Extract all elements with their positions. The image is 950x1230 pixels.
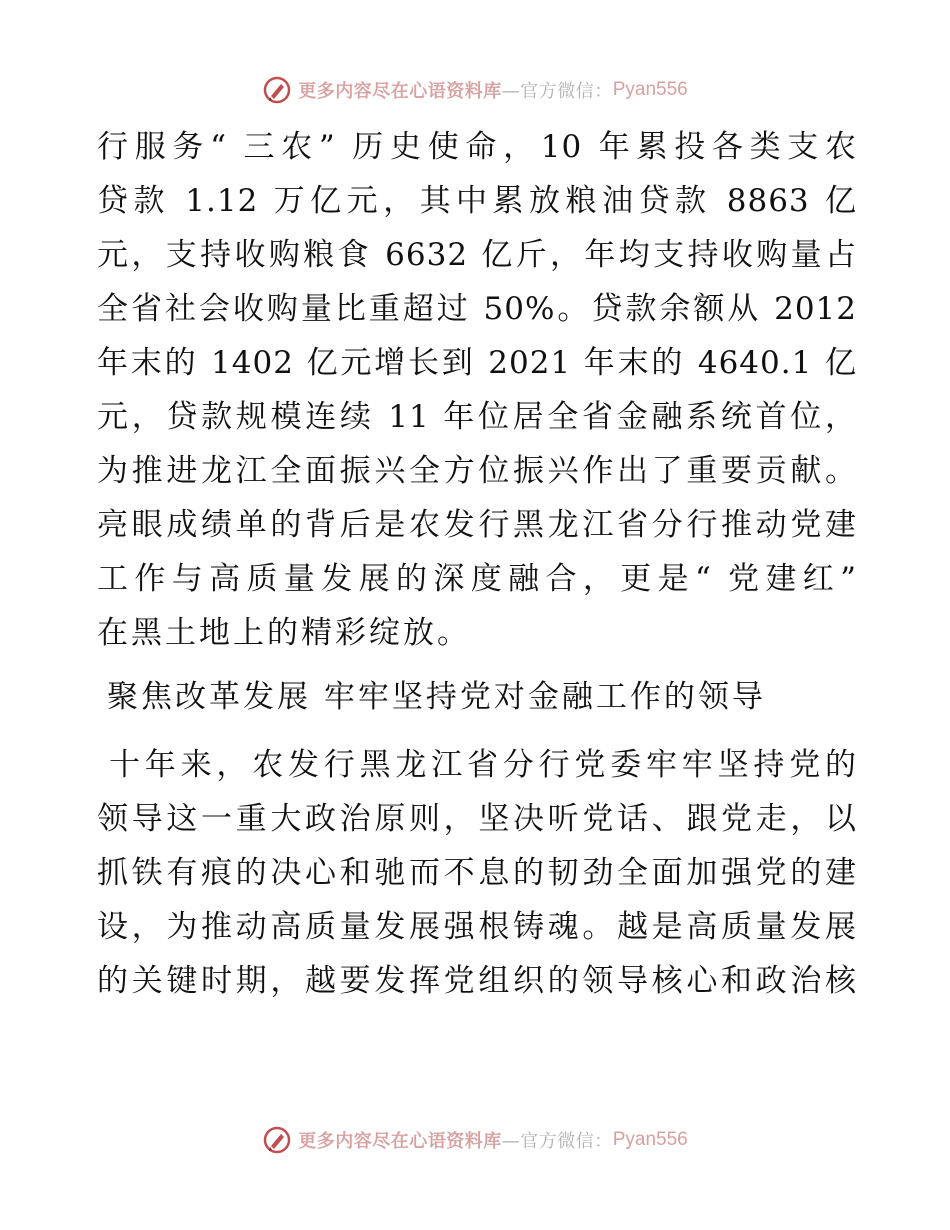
document-body	[97, 120, 857, 1008]
text-line: 领导这一重大政治原则，坚决听党话、跟党走，以	[97, 801, 857, 837]
watermark-wechat-id: Pyan556	[612, 79, 688, 100]
watermark-label: —官方微信：	[501, 1131, 613, 1152]
text-line: 在黑土地上的精彩绽放。	[97, 615, 471, 651]
pen-logo-icon	[262, 75, 292, 105]
watermark-title: 更多内容尽在心语资料库	[298, 1131, 502, 1152]
text-line: 元，贷款规模连续 11 年位居全省金融系统首位，	[97, 399, 857, 435]
text-line: 抓铁有痕的决心和驰而不息的韧劲全面加强党的建	[97, 855, 857, 891]
text-line: 工作与高质量发展的深度融合，更是“ 党建红”	[97, 561, 857, 597]
text-line: 亮眼成绩单的背后是农发行黑龙江省分行推动党建	[97, 507, 857, 543]
paragraph-1	[97, 120, 857, 660]
watermark-wechat-id: Pyan556	[612, 1129, 688, 1150]
text-line: 的关键时期，越要发挥党组织的领导核心和政治核	[97, 963, 857, 999]
header-watermark	[0, 70, 950, 110]
paragraph-2	[97, 738, 857, 1008]
watermark-label: —官方微信：	[501, 81, 613, 102]
text-line: 贷款 1.12 万亿元，其中累放粮油贷款 8863 亿	[97, 183, 857, 219]
text-line: 十年来，农发行黑龙江省分行党委牢牢坚持党的	[109, 747, 857, 783]
watermark-title: 更多内容尽在心语资料库	[298, 81, 502, 102]
section-heading: 聚焦改革发展 牢牢坚持党对金融工作的领导	[107, 679, 766, 715]
text-line: 为推进龙江全面振兴全方位振兴作出了重要贡献。	[97, 453, 857, 489]
text-line: 元，支持收购粮食 6632 亿斤，年均支持收购量占	[97, 237, 857, 273]
pen-logo-icon	[262, 1125, 292, 1155]
footer-watermark	[0, 1120, 950, 1160]
text-line: 年末的 1402 亿元增长到 2021 年末的 4640.1 亿	[97, 345, 857, 381]
text-line: 行服务“ 三农” 历史使命，10 年累投各类支农	[97, 129, 857, 165]
text-line: 全省社会收购量比重超过 50%。贷款余额从 2012	[97, 291, 857, 327]
text-line: 设，为推动高质量发展强根铸魂。越是高质量发展	[97, 909, 857, 945]
